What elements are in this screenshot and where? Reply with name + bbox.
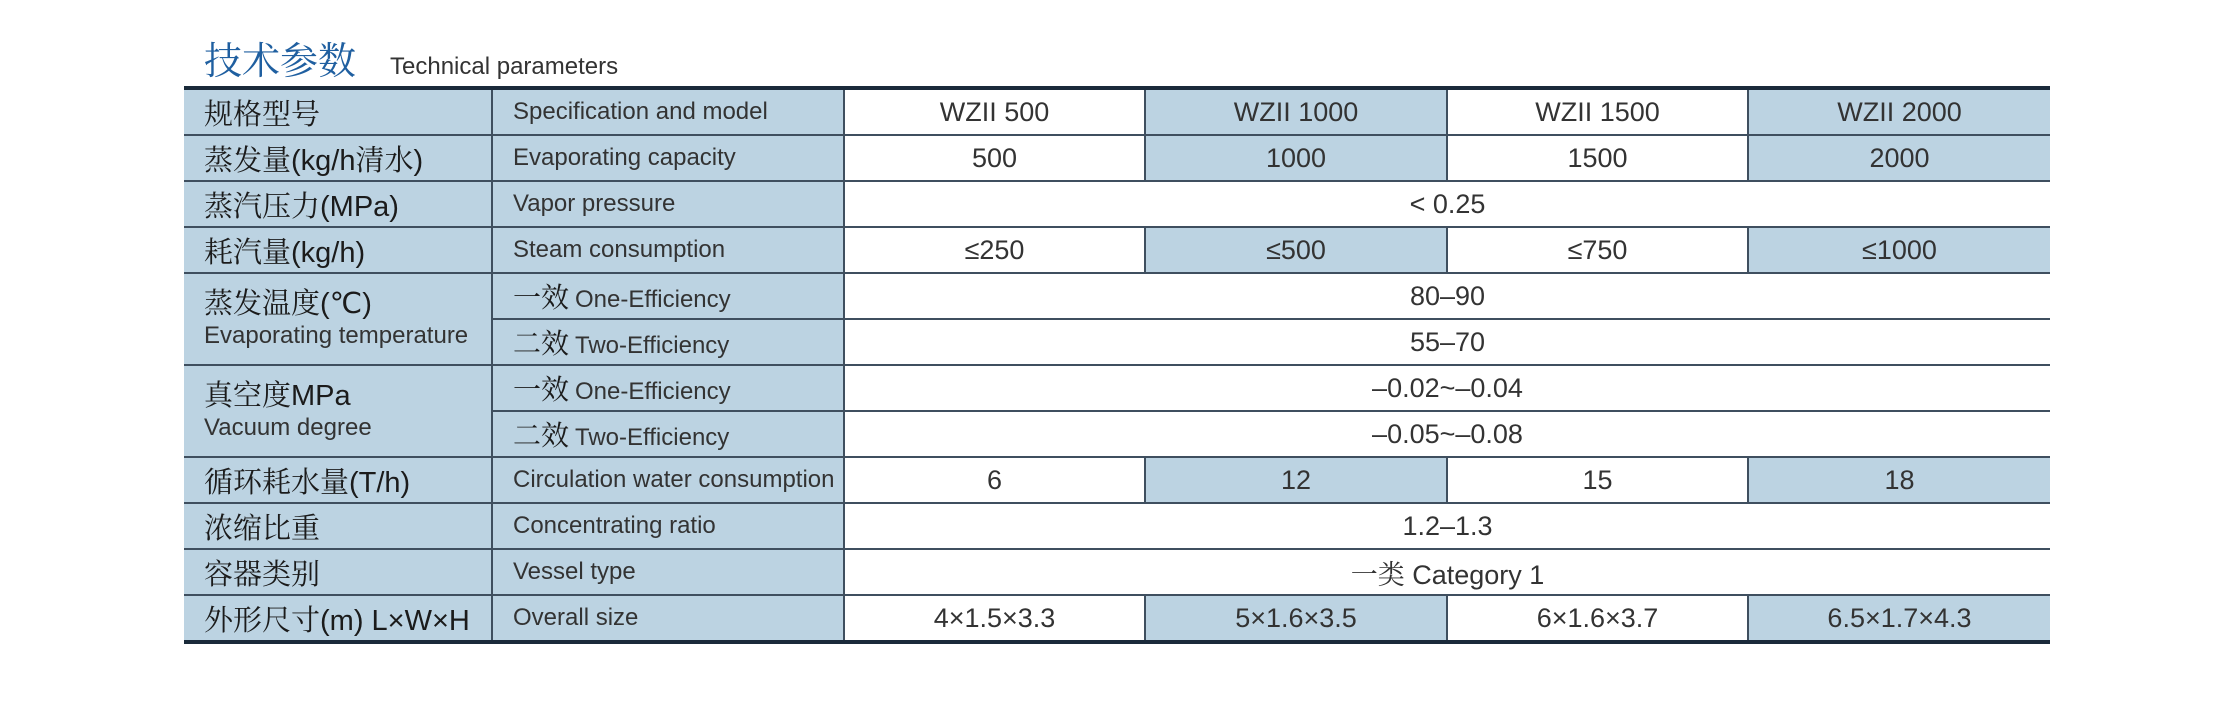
value-cell: 2000: [1748, 135, 2050, 181]
table-row: [184, 227, 2050, 273]
value-cell: 6×1.6×3.7: [1447, 595, 1748, 642]
row-label-cn: 容器类别: [184, 549, 492, 595]
page-title: [204, 30, 618, 85]
row-label-cn: 规格型号: [184, 88, 492, 135]
sub-label-cn: 二效: [513, 328, 570, 359]
row-label-stacked: [184, 273, 492, 365]
sub-label-cn: 一效: [513, 374, 570, 405]
model-cell: WZII 2000: [1748, 88, 2050, 135]
sub-label: [492, 365, 844, 411]
row-label-cn: 外形尺寸(m) L×W×H: [184, 595, 492, 642]
row-label-en: Specification and model: [492, 88, 844, 135]
sub-label-en: One-Efficiency: [575, 286, 731, 313]
row-label-cn: 循环耗水量(T/h): [184, 457, 492, 503]
value-cell: 1.2–1.3: [844, 503, 2050, 549]
row-label-stacked: [184, 365, 492, 457]
value-cell: 80–90: [844, 273, 2050, 319]
row-label-cn: 浓缩比重: [184, 503, 492, 549]
row-label-en: Evaporating capacity: [492, 135, 844, 181]
sub-label: [492, 411, 844, 457]
value-cell: 1500: [1447, 135, 1748, 181]
table-row: [184, 595, 2050, 642]
value-cell: –0.05~–0.08: [844, 411, 2050, 457]
row-label-en: Vacuum degree: [204, 414, 372, 441]
row-label-en: Steam consumption: [492, 227, 844, 273]
value-cell: 1000: [1145, 135, 1447, 181]
value-cell: ≤250: [844, 227, 1145, 273]
value-cell: –0.02~–0.04: [844, 365, 2050, 411]
sub-label-cn: 二效: [513, 420, 570, 451]
value-cell: ≤500: [1145, 227, 1447, 273]
row-label-cn: 蒸发量(kg/h清水): [184, 135, 492, 181]
value-cell: 6: [844, 457, 1145, 503]
table-row: [184, 135, 2050, 181]
sub-label-en: Two-Efficiency: [575, 424, 730, 451]
value-cell: 5×1.6×3.5: [1145, 595, 1447, 642]
row-label-en: Vessel type: [492, 549, 844, 595]
sub-label-en: One-Efficiency: [575, 378, 731, 405]
value-cell: < 0.25: [844, 181, 2050, 227]
title-en: Technical parameters: [390, 53, 619, 80]
table-row: [184, 549, 2050, 595]
table-row: [184, 181, 2050, 227]
sub-label: [492, 273, 844, 319]
row-label-en: Circulation water consumption: [492, 457, 844, 503]
table-row: [184, 365, 2050, 411]
row-label-cn: 蒸发温度(℃): [204, 288, 372, 321]
value-cell: 15: [1447, 457, 1748, 503]
row-label-en: Vapor pressure: [492, 181, 844, 227]
table-row: [184, 457, 2050, 503]
sub-label-cn: 一效: [513, 282, 570, 313]
value-cell: ≤750: [1447, 227, 1748, 273]
value-cell: 一类 Category 1: [844, 549, 2050, 595]
value-cell: 500: [844, 135, 1145, 181]
value-cell: 6.5×1.7×4.3: [1748, 595, 2050, 642]
sub-label: [492, 319, 844, 365]
model-cell: WZII 1000: [1145, 88, 1447, 135]
row-label-en: Overall size: [492, 595, 844, 642]
table-row: [184, 503, 2050, 549]
value-cell: 12: [1145, 457, 1447, 503]
row-label-cn: 耗汽量(kg/h): [184, 227, 492, 273]
table-row: [184, 273, 2050, 319]
value-cell: 4×1.5×3.3: [844, 595, 1145, 642]
model-cell: WZII 500: [844, 88, 1145, 135]
model-cell: WZII 1500: [1447, 88, 1748, 135]
row-label-cn: 真空度MPa: [204, 380, 351, 413]
row-label-cn: 蒸汽压力(MPa): [184, 181, 492, 227]
technical-parameters-table: [184, 86, 2050, 644]
sub-label-en: Two-Efficiency: [575, 332, 730, 359]
value-cell: 18: [1748, 457, 2050, 503]
value-cell: ≤1000: [1748, 227, 2050, 273]
value-cell: 55–70: [844, 319, 2050, 365]
table-row: [184, 88, 2050, 135]
title-cn: 技术参数: [204, 41, 357, 83]
row-label-en: Concentrating ratio: [492, 503, 844, 549]
row-label-en: Evaporating temperature: [204, 322, 469, 349]
